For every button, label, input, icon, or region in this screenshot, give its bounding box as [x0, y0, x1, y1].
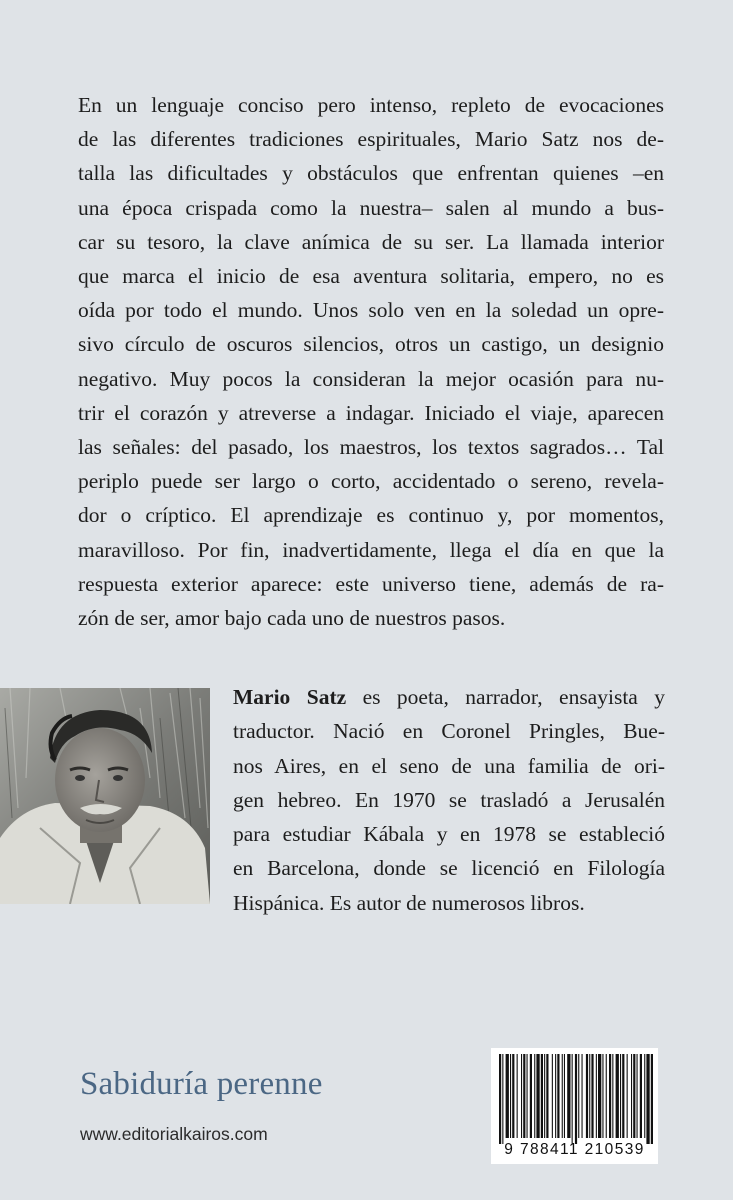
isbn-barcode: [491, 1048, 658, 1164]
barcode-bar: [502, 1054, 503, 1144]
barcode-bar: [555, 1054, 556, 1138]
barcode-bar: [562, 1054, 563, 1138]
barcode-bar: [557, 1054, 559, 1138]
barcode-bar: [633, 1054, 635, 1138]
barcode-bar: [517, 1054, 518, 1138]
author-bio-first-line: es poeta, narrador, ensayista y: [346, 685, 666, 709]
barcode-bar: [552, 1054, 553, 1138]
description-line: talla las dificultades y obstáculos que enfrentan quienes –en: [78, 161, 664, 186]
description-line: zón de ser, amor bajo cada uno de nuestros pasos.: [78, 606, 506, 631]
barcode-bar: [499, 1054, 501, 1144]
description-line: negativo. Muy pocos la consideran la mejor ocasión para nu-: [78, 366, 664, 391]
author-bio-line: gen hebreo. En 1970 se trasladó a Jerusalén: [233, 787, 665, 812]
barcode-bar: [512, 1054, 514, 1138]
barcode-bar: [644, 1054, 645, 1138]
barcode-bar: [627, 1054, 628, 1138]
barcode-bar: [523, 1054, 525, 1138]
description-line: sivo círculo de oscuros silencios, otros un castigo, un designio: [78, 332, 664, 357]
description-line: de las diferentes tradiciones espirituales, Mario Satz nos de-: [78, 127, 664, 152]
barcode-bar: [646, 1054, 649, 1144]
barcode-bar: [544, 1054, 545, 1138]
barcode-bar: [589, 1054, 590, 1138]
description-line: las señales: del pasado, los maestros, los textos sagrados… Tal: [78, 435, 664, 460]
publisher-website: www.editorialkairos.com: [80, 1124, 268, 1144]
author-bio-line: para estudiar Kábala y en 1978 se estableció: [233, 822, 665, 847]
barcode-bar: [510, 1054, 511, 1138]
author-bio-line: nos Aires, en el seno de una familia de ori-: [233, 753, 665, 778]
description-line: trir el corazón y atreverse a indagar. Iniciado el viaje, aparecen: [78, 400, 664, 425]
series-title: Sabiduría perenne: [80, 1066, 323, 1102]
description-line: una época crispada como la nuestra– salen al mundo a bus-: [78, 195, 664, 220]
barcode-bar: [575, 1054, 577, 1144]
barcode-bar: [651, 1054, 653, 1144]
barcode-bar: [612, 1054, 613, 1138]
description-line: dor o críptico. El aprendizaje es continuo y, por momentos,: [78, 503, 664, 528]
author-bio-line: en Barcelona, donde se licenció en Filología: [233, 856, 665, 881]
barcode-bar: [591, 1054, 593, 1138]
description-line: oída por todo el mundo. Unos solo ven en la soledad un opre-: [78, 298, 664, 323]
barcode-bar: [582, 1054, 583, 1138]
barcode-bar: [596, 1054, 597, 1138]
author-photo: [0, 688, 210, 904]
description-line: car su tesoro, la clave anímica de su ser. La llamada interior: [78, 229, 664, 254]
barcode-bar: [567, 1054, 570, 1138]
barcode-bar: [564, 1054, 565, 1138]
barcode-bar: [616, 1054, 619, 1138]
description-line: respuesta exterior aparece: este universo tiene, además de ra-: [78, 571, 664, 596]
author-bio: [233, 680, 665, 920]
barcode-bar: [640, 1054, 642, 1138]
description-line: periplo puede ser largo o corto, accidentado o sereno, revela-: [78, 469, 664, 494]
barcode-bar: [578, 1054, 579, 1138]
barcode-bar: [541, 1054, 543, 1138]
author-bio-line: Hispánica. Es autor de numerosos libros.: [233, 890, 585, 915]
barcode-bar: [506, 1054, 509, 1138]
author-name: Mario Satz: [233, 685, 347, 709]
barcode-bar: [536, 1054, 539, 1138]
description-line: maravilloso. Por fin, inadvertidamente, llega el día en que la: [78, 537, 664, 562]
barcode-bar: [631, 1054, 632, 1138]
barcode-bar: [622, 1054, 624, 1138]
barcode-bar: [521, 1054, 522, 1138]
description-line: En un lenguaje conciso pero intenso, repleto de evocaciones: [78, 93, 664, 117]
barcode-bar: [637, 1054, 638, 1138]
barcode-bar: [598, 1054, 601, 1138]
book-description: [78, 88, 664, 635]
barcode-bar: [602, 1054, 603, 1138]
barcode-bar: [530, 1054, 532, 1138]
barcode-bar: [534, 1054, 535, 1138]
barcode-bar: [606, 1054, 607, 1138]
barcode-bar: [527, 1054, 528, 1138]
barcode-bar: [620, 1054, 621, 1138]
barcode-bar: [609, 1054, 611, 1138]
author-bio-line: traductor. Nació en Coronel Pringles, Bue-: [233, 719, 665, 744]
description-line: que marca el inicio de esa aventura solitaria, empero, no es: [78, 264, 664, 289]
isbn-number: 9 788411 210539: [504, 1141, 645, 1158]
barcode-bar: [546, 1054, 548, 1138]
barcode-bar: [572, 1054, 573, 1144]
barcode-bar: [586, 1054, 588, 1138]
author-bio-line: [233, 680, 665, 714]
